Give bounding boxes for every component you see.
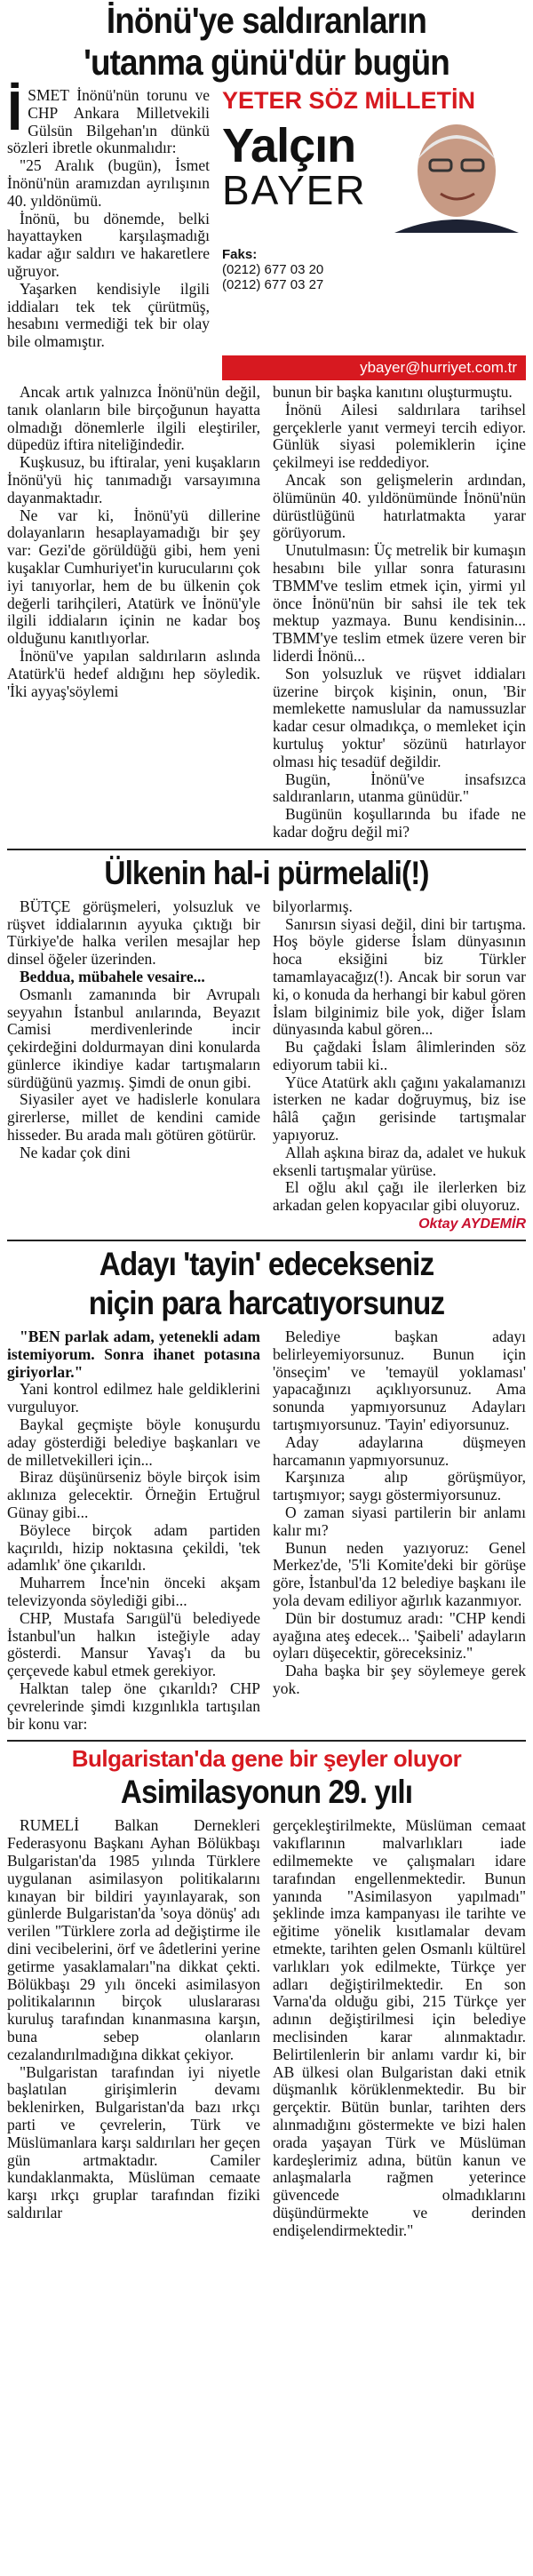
- article4-headline: Asimilasyonun 29. yılı: [120, 1774, 413, 1811]
- author-last-name: BAYER: [222, 167, 367, 213]
- article1-lead: SMET İnönü'nün torunu ve CHP Ankara Milletvekili Gülsün Bilgehan'ın dünkü sözleri ibretle okunmalıdır:: [7, 86, 210, 157]
- article3-paragraph: Böylece birçok adam partiden kaçırıldı, hizip noktasına çekildi, 'tek adamlık' öne çıkarıldı.: [7, 1520, 260, 1575]
- author-box: [222, 87, 526, 380]
- article2-paragraph: Allah aşkına biraz da, adalet ve hukuk eksenli tartışmalar yürüse.: [273, 1143, 526, 1179]
- article2-paragraph: Siyasiler ayet ve hadislerle konulara girerlerse, millet de kendini camide hisseder. Bu arada malı götüren götürür.: [7, 1090, 260, 1144]
- divider: [7, 1240, 526, 1241]
- article1-paragraph: Bugünün koşullarında bu ifade ne kadar doğru değil mi?: [273, 805, 526, 841]
- divider: [7, 849, 526, 850]
- fax-number: (0212) 677 03 20: [222, 262, 324, 277]
- article1-paragraph: Unutulmasın: Üç metrelik bir kumaşın hesabını bile yıllar sonra faturasını TBMM've teslim etmek için, yirmi yıl önce İnönü'nün bir sahsi ile tek tek mektup yazmaya. Bunu kendisinin... TBMM'ye teslim etmek üzere veren bir liderdi İnönü...: [273, 541, 526, 665]
- article3-paragraph: Muharrem İnce'nin önceki akşam televizyonda söylediği gibi...: [7, 1574, 260, 1610]
- article3-paragraph: Yani kontrol edilmez hale geldiklerini vurguluyor.: [7, 1380, 260, 1416]
- author-email[interactable]: ybayer@hurriyet.com.tr: [222, 355, 526, 380]
- article4-kicker: Bulgaristan'da gene bir şeyler oluyor: [71, 1745, 462, 1773]
- article2-paragraph: Sanırsın siyasi değil, dini bir tartışma. Hoş böyle giderse İslam dünyasının hoca eksiğini biz Türkler tamamlayacağız(!). Ancak bir sorun var ki, o konuda da herhangi bir kabul gören İslam bilginimiz bile yok, diğer İslam dünyasında kabul gören...: [273, 914, 526, 1039]
- article1-paragraph: Bugün, İnönü've insafsızca saldıranların, utanma günüdür.": [273, 770, 526, 806]
- article1-paragraph: İnönü've yapılan saldırıların aslında Atatürk'ü hedef aldığını hep söyledik. 'İki ayyaş'söylemi: [7, 646, 260, 700]
- fax-label: Faks:: [222, 247, 258, 262]
- article1-paragraph: İnönü, bu dönemde, belki hayattayken karşılaşmadığı kadar ağır saldırı ve hakaretlere uğruyor.: [7, 209, 210, 280]
- article2-paragraph: Ne kadar çok dini: [20, 1143, 131, 1161]
- article2-paragraph: BÜTÇE görüşmeleri, yolsuzluk ve rüşvet iddialarının ayyuka çıktığı bir Türkiye'de halka verilen mesajlar hep dinsel öğeler üzerinden.: [7, 897, 260, 969]
- article2-headline: Ülkenin hal-i pürmelali(!): [104, 854, 429, 891]
- article1-paragraph: "25 Aralık (bugün), İsmet İnönü'nün aramızdan ayrılışının 40. yıldönümü.: [7, 156, 210, 210]
- article2-paragraph: Bu çağdaki İslam âlimlerinden söz ediyorum tabii ki..: [273, 1038, 526, 1073]
- article2-paragraph: bilyorlarmış.: [273, 897, 353, 915]
- article1-paragraph: Ne var ki, İnönü'yü dillerine dolayanların hesaplayamadığı bir şey var: Gezi'de görüldüğü gibi, hem yeni kuşaklar Cumhuriyet'in kurucularını çok iyi tanıyorlar, hem de bu ülkenin çok değerli tarihçileri, Atatürk ve İnönü'yle ilgili iddiaların içinin ne kadar boş olduğunu kanıtlıyorlar.: [7, 506, 260, 648]
- article1-headline-line1: İnönü'ye saldıranların: [106, 0, 427, 41]
- article3-paragraph: Dün bir dostumuz aradı: "CHP kendi ayağına ateş edecek... 'Şaibeli' adayların oyları düşecektir, göreceksiniz.": [273, 1608, 526, 1663]
- article3-paragraph: Karşınıza alıp görüşmüyor, tartışmıyor; saygı göstermiyorsunuz.: [273, 1468, 526, 1504]
- article3-paragraph: Belediye başkan adayı belirleyemiyorsunuz. Bunun için 'önseçim' ve 'temayül yoklaması' yapacağınızı açıklıyorsunuz. Ama sonunda yapmıyorsunuz Adayları tartışmıyorsunuz. 'Tayin' ediyorsunuz.: [273, 1328, 526, 1434]
- article3-paragraph: Daha başka bir şey söylemeye gerek yok.: [273, 1662, 526, 1697]
- article2-byline: Oktay AYDEMİR: [418, 1216, 526, 1232]
- article3-paragraph: Baykal geçmişte böyle konuşurdu aday gösterdiği belediye başkanları ve de milletvekilleri için...: [7, 1416, 260, 1469]
- article3-paragraph: "BEN parlak adam, yetenekli adam istemiyorum. Sonra ihanet potasına giriyorlar.": [7, 1328, 260, 1381]
- article4-paragraph: gerçekleştirilmekte, Müslüman cemaat vakıflarının malvarlıkları iade edilmemekte ve çalışmaları idare tarafından engellenmektedir. Bunun yanında "Asimilasyon yapılmadı" şeklinde imza kampanyası ile tarihte ve eğitime yönelik kısıtlamalar devam etmekte, tarihten gelen Osmanlı kültürel varlıkları yok edilmekte, Türkçe yer adları değiştirilmektedir. En son Varna'da olduğu gibi, 215 Türkçe yer adının değiştirilmesi için belediye meclisinden karar alınmaktadır. Belirtilenlerin bir anlamı vardır ki, bir AB ülkesi olan Bulgaristan daki etnik düşmanlık körüklenmektedir. Bu bir gerçektir. Bütün bunlar, tarihten ders alınmadığını göstermekte ve bizi halen orada yaşayan Türk ve Müslüman kardeşlerimiz adına, bütün kanun ve anlaşmalarla rağmen yeterince güvencede olmadıklarını düşündürmekte ve derinden endişelendirmektedir.": [273, 1816, 526, 2239]
- article4-paragraph: "Bulgaristan tarafından iyi niyetle başlatılan girişimlerin devamı beklenirken, Bulgaristan'da bazı ırkçı parti ve çevrelerin, Türk ve Müslümanlara karşı saldırıları her geçen gün artmaktadır. Camiler kundaklanmakta, Müslüman cemaate karşı ırkçı gruplar tarafından fiziki saldırılar: [7, 2062, 260, 2221]
- article3-paragraph: Halktan talep öne çıkarıldı? CHP çevrelerinde şimdi kızgınlıkla tartışılan bir konu var:: [7, 1679, 260, 1733]
- article3-headline-line2: niçin para harcatıyorsunuz: [88, 1285, 445, 1322]
- article1-paragraph: Ancak artık yalnızca İnönü'nün değil, tanık olanların bile birçoğunun hayatta olmadığı dönemlerle ilgili eleştiriler, düpedüz iftira niteliğindedir.: [7, 383, 260, 454]
- fax-number: (0212) 677 03 27: [222, 277, 324, 292]
- article2-paragraph: El oğlu akıl çağı ile ilerlerken biz arkadan gelen kopyacılar gibi oluyoruz.: [273, 1178, 526, 1215]
- divider: [7, 1740, 526, 1742]
- article3-paragraph: Aday adaylarına düşmeyen harcamanın yapmıyorsunuz.: [273, 1432, 526, 1469]
- article1-paragraph: Ancak son gelişmelerin ardından, ölümünün 40. yıldönümünde İnönü'nün dürüstlüğünü hatırlatmakta yarar görüyorum.: [273, 470, 526, 542]
- article4-paragraph: RUMELİ Balkan Dernekleri Federasyonu Başkanı Ayhan Bölükbaşı Bulgaristan'da 1985 yılında Türklere uygulanan asimilasyon politikalarını kınayan bir bildiri yayınlayarak, son günlerde Bulgaristan'da 'soya dönüş' adı verilen "Türklere zorla ad değiştirme ile dini vecibelerini, örf ve âdetlerini yerine getirme yasaklamaları"na dikkat çekti. Bölükbaşı 29 yılı önceki asimilasyon politikalarının birçok uluslararası kuruluş tarafından kınanmasına karşın, buna sebep olanların cezalandırılmadığına dikkat çekiyor.: [7, 1816, 260, 2063]
- article3-paragraph: Biraz düşünürseniz böyle birçok isim aklınıza gelecektir. Örneğin Ertuğrul Günay gibi...: [7, 1468, 260, 1522]
- article1-paragraph: Yaşarken kendisiyle ilgili iddiaları tek tek çürütmüş, hesabını vermediği tek bir olay bile olmamıştır.: [7, 279, 210, 351]
- author-first-name: Yalçın: [222, 119, 356, 172]
- article2-paragraph: Beddua, mübahele vesaire...: [20, 967, 205, 985]
- article3-headline-line1: Adayı 'tayin' edecekseniz: [99, 1246, 434, 1283]
- article1-paragraph: bunun bir başka kanıtını oluşturmuştu.: [273, 383, 513, 401]
- article3-paragraph: CHP, Mustafa Sarıgül'ü belediyede İstanbul'un halkın isteğiyle aday gösterdi. Mansur Yavaş'ı da bu çerçevede kabul etmek gerekiyor.: [7, 1608, 260, 1680]
- column-slogan: YETER SÖZ MİLLETİN: [222, 87, 476, 114]
- article1-headline-line2: 'utanma günü'dür bugün: [84, 42, 449, 83]
- article1-paragraph: Kuşkusuz, bu iftiralar, yeni kuşakların İnönü'yü hiç tanımadığı varsayımına dayanmaktadır.: [7, 453, 260, 506]
- article3-paragraph: O zaman siyasi partilerin bir anlamı kalır mı?: [273, 1503, 526, 1539]
- article2-paragraph: Osmanlı zamanında bir Avrupalı seyyahın İstanbul anılarında, Beyazıt Camisi merdivenlerinde incir çekirdeğini doldurmayan dini konularda günlerce ikindiye kadar tartışmaların sürdüğünü yazmış. Şimdi de onun gibi.: [7, 985, 260, 1091]
- article2-paragraph: Yüce Atatürk aklı çağını yakalamanızı isterken ne kadar doğruymuş, biz ise hâlâ çağın gerisinde tartışmalar yapıyoruz.: [273, 1073, 526, 1144]
- dropcap: İ: [7, 81, 23, 142]
- article1-paragraph: İnönü Ailesi saldırılara tarihsel gerçeklerle yanıt vermeyi tercih ediyor. Günlük siyasi polemiklerin içine çekilmeyi ise reddediyor.: [273, 400, 526, 472]
- article1-paragraph: Son yolsuzluk ve rüşvet iddiaları üzerine birçok kişinin, onun, 'Bir memlekette namuslular da namussuzlar kadar cesur olmadıkça, o memleket için kurtuluş yoktur' sözünü hatırlayor olması hiç tesadüf değildir.: [273, 664, 526, 770]
- article3-paragraph: Bunun neden yazıyoruz: Genel Merkez'de, '5'li Komite'deki bir görüşe göre, İstanbul'da 12 belediye başkanı ile yola devam ediliyor ağırlık kazanmıyor.: [273, 1538, 526, 1610]
- author-photo: [386, 117, 519, 233]
